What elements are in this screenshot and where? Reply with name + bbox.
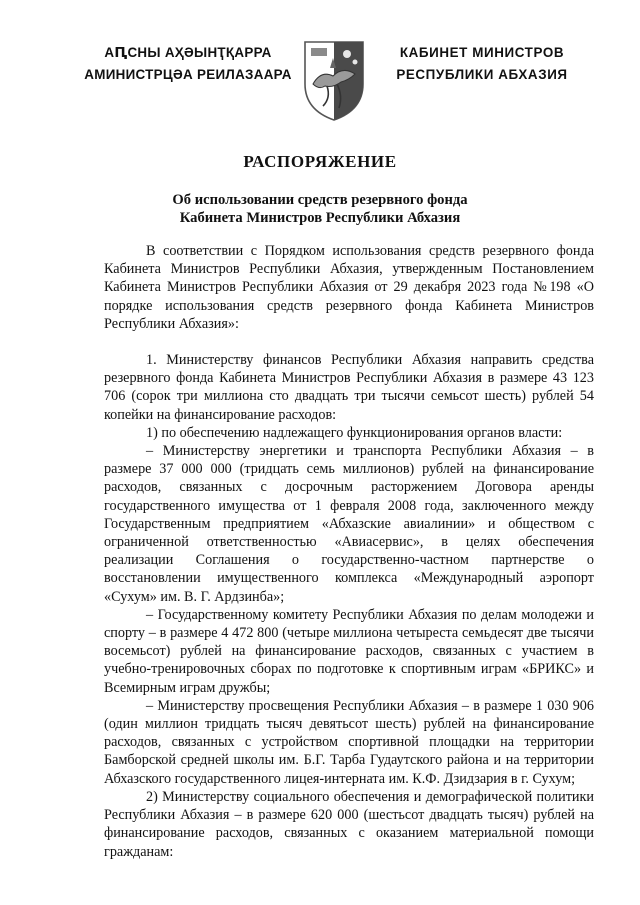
sub-item-2-paragraph: 2) Министерству социального обеспечения и демографической политики Республики Абхазия – в размере 620 000 (шестьсот двадцать тысяч) рублей на финансирование расходов, связанных с оказанием материальной помощи гражданам:	[104, 788, 594, 860]
coat-of-arms-icon	[303, 40, 365, 122]
header-right-line2: РЕСПУБЛИКИ АБХАЗИЯ	[396, 67, 568, 82]
sub-item-1-paragraph: 1) по обеспечению надлежащего функционирования органов власти:	[146, 424, 563, 441]
document-title: РАСПОРЯЖЕНИЕ	[243, 152, 397, 171]
header-left-line2: АМИНИСТРЦӘА РЕИЛАЗААРА	[84, 67, 292, 82]
header-left-line1: АԤСНЫ АҲӘЫНҬҚАРРА	[104, 45, 272, 60]
subtitle-line1: Об использовании средств резервного фонда	[172, 192, 468, 208]
document-body	[104, 242, 594, 861]
header-right-line1: КАБИНЕТ МИНИСТРОВ	[399, 45, 565, 60]
item-1-paragraph: 1. Министерству финансов Республики Абхазия направить средства резервного фонда Кабинета Министров Республики Абхазия в размере 43 123 706 (сорок три миллиона сто двадцать три тысячи семьсот шесть) рублей 54 копейки на финансирование расходов:	[104, 352, 594, 423]
youth-sport-committee-paragraph: – Государственному комитету Республики Абхазия по делам молодежи и спорту – в размере 4 472 800 (четыре миллиона четыреста семьдесят две тысячи восемьсот) рублей на финансирование расходов, связанных с участием в учебно-тренировочных сборах по подготовке к спортивным играм «БРИКС» и Всемирным играм дружбы;	[104, 606, 594, 696]
education-ministry-paragraph: – Министерству просвещения Республики Абхазия – в размере 1 030 906 (один миллион тридцать тысяч девятьсот шесть) рублей на финансирование расходов, связанных с устройством спортивной площадки на территории Бамборской средней школы им. Б.Г. Тарба Гудаутского района и на территории Абхазского государственного лицея-интерната им. К.Ф. Дзидзария в г. Сухум;	[104, 697, 594, 787]
header-russian-title	[384, 42, 580, 86]
energy-ministry-paragraph: – Министерству энергетики и транспорта Республики Абхазия – в размере 37 000 000 (тридцать семь миллионов) рублей на финансирование расходов, связанных с досрочным расторжением Договора аренды государственного имущества от 1 февраля 2008 года, заключенного между Государственным предприятием «Абхазские авиалинии» и обществом с ограниченной ответственностью «Авиасервис», в целях обеспечения реализации Соглашения о государственно-частном партнерстве о восстановлении имущественного комплекса «Международный аэропорт «Сухум» им. В. Г. Ардзинба»;	[104, 443, 594, 605]
header-abkhaz-title	[78, 42, 298, 86]
subtitle-line2: Кабинета Министров Республики Абхазия	[179, 210, 461, 226]
document-subtitle	[100, 191, 540, 227]
preamble-paragraph: В соответствии с Порядком использования средств резервного фонда Кабинета Министров Республики Абхазия, утвержденным Постановлением Кабинета Министров Республики Абхазия от 29 декабря 2023 года №198 «О порядке использования средств резервного фонда Кабинета Министров Республики Абхазия»:	[104, 243, 594, 332]
